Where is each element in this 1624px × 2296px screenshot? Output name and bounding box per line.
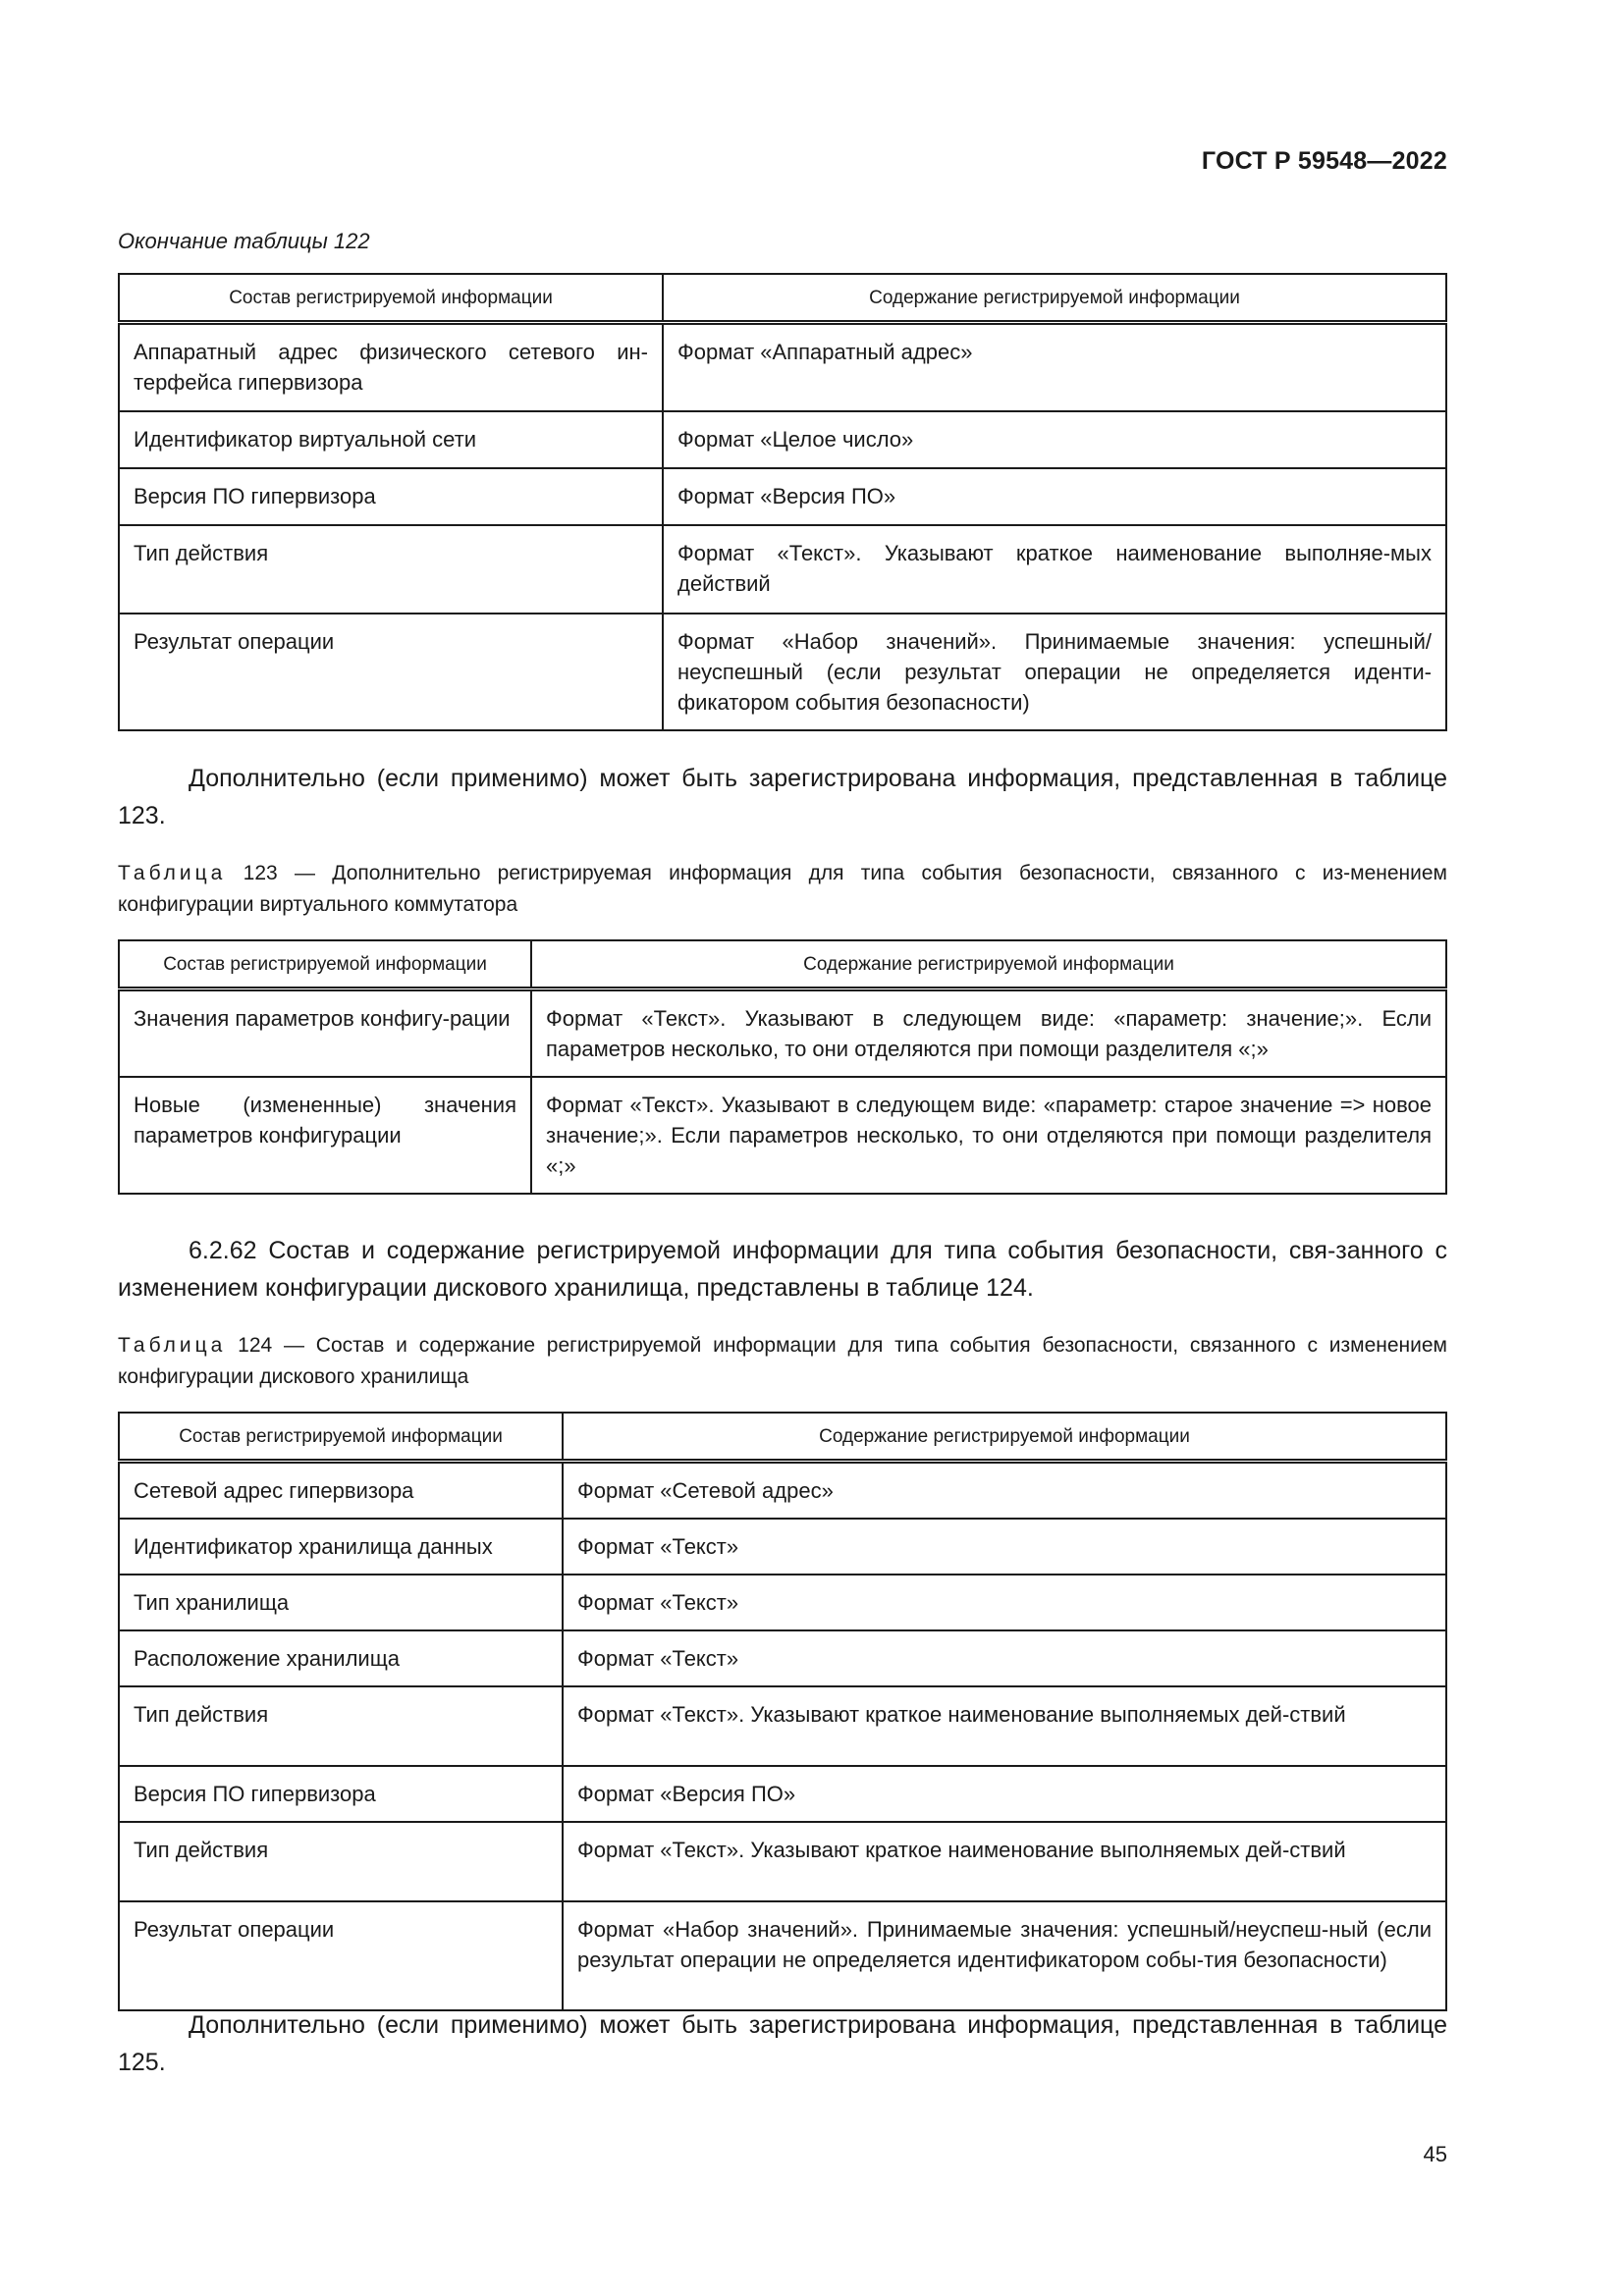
table-label: Таблица: [118, 1334, 227, 1357]
table-row: [119, 525, 1446, 614]
table-cell: Формат «Сетевой адрес»: [563, 1462, 1446, 1520]
table-cell: Формат «Текст»: [563, 1575, 1446, 1630]
column-header: Содержание регистрируемой информации: [531, 940, 1446, 989]
table-cell: Формат «Набор значений». Принимаемые значения: успешный/неуспеш-ный (если результат операции не определяется идентификатором собы-тия безопасности): [563, 1901, 1446, 2010]
table-cell: Значения параметров конфигу-рации: [119, 989, 531, 1078]
table-header-row: [119, 1413, 1446, 1462]
table-cell: Формат «Версия ПО»: [663, 468, 1446, 525]
table-cell: Тип действия: [119, 1686, 563, 1766]
table-row: [119, 323, 1446, 411]
table-cell: Аппаратный адрес физического сетевого ин-терфейса гипервизора: [119, 323, 663, 411]
table-cell: Формат «Аппаратный адрес»: [663, 323, 1446, 411]
table-cell: Формат «Текст». Указывают краткое наименование выполняемых дей-ствий: [563, 1686, 1446, 1766]
page-number: 45: [1423, 2142, 1447, 2166]
table-cell: Версия ПО гипервизора: [119, 468, 663, 525]
table-123: [118, 939, 1447, 1195]
column-header: Содержание регистрируемой информации: [663, 274, 1446, 323]
table-cell: Формат «Целое число»: [663, 411, 1446, 468]
table-cell: Формат «Текст»: [563, 1630, 1446, 1686]
table-cell: Результат операции: [119, 614, 663, 730]
table-cell: Результат операции: [119, 1901, 563, 2010]
table-row: [119, 1822, 1446, 1901]
table-row: [119, 1519, 1446, 1575]
table-cell: Расположение хранилища: [119, 1630, 563, 1686]
table-row: [119, 989, 1446, 1078]
table-cell: Формат «Набор значений». Принимаемые значения: успешный/ неуспешный (если результат операции не определяется иденти-фикатором события безопасности): [663, 614, 1446, 730]
table-header-row: [119, 940, 1446, 989]
table-row: [119, 468, 1446, 525]
table-cell: Тип действия: [119, 1822, 563, 1901]
table-cell: Новые (измененные) значения параметров конфигурации: [119, 1077, 531, 1194]
table-row: [119, 614, 1446, 730]
column-header: Содержание регистрируемой информации: [563, 1413, 1446, 1462]
table-row: [119, 1575, 1446, 1630]
table-124-caption: [118, 1330, 1447, 1393]
table-cell: Сетевой адрес гипервизора: [119, 1462, 563, 1520]
table-124: [118, 1412, 1447, 2011]
table-row: [119, 1462, 1446, 1520]
table-cell: Тип хранилища: [119, 1575, 563, 1630]
table-row: [119, 1686, 1446, 1766]
table-row: [119, 1766, 1446, 1822]
table-row: [119, 1077, 1446, 1194]
document-code: ГОСТ Р 59548—2022: [1201, 147, 1447, 175]
table-caption-text: 124 — Состав и содержание регистрируемой информации для типа события безопасности, связанного с изменением конфигурации дискового хранилища: [118, 1334, 1447, 1388]
table-label: Таблица: [118, 862, 227, 884]
table-header-row: [119, 274, 1446, 323]
table-cell: Формат «Текст». Указывают в следующем виде: «параметр: значение;». Если параметров несколько, то они отделяются при помощи разделителя «;»: [531, 989, 1446, 1078]
table-cell: Тип действия: [119, 525, 663, 614]
table-cell: Идентификатор виртуальной сети: [119, 411, 663, 468]
column-header: Состав регистрируемой информации: [119, 1413, 563, 1462]
table-122: [118, 273, 1447, 731]
table-cell: Версия ПО гипервизора: [119, 1766, 563, 1822]
table-cell: Формат «Текст». Указывают краткое наименование выполняе-мых действий: [663, 525, 1446, 614]
paragraph-6-2-62: 6.2.62 Состав и содержание регистрируемой информации для типа события безопасности, свя-занного с изменением конфигурации дискового хранилища, представлены в таблице 124.: [118, 1237, 1447, 1302]
table-122-continuation-caption: Окончание таблицы 122: [118, 229, 370, 253]
table-caption-text: 123 — Дополнительно регистрируемая информация для типа события безопасности, связанного с из-менением конфигурации виртуального коммутатора: [118, 862, 1447, 916]
table-row: [119, 1630, 1446, 1686]
table-row: [119, 1901, 1446, 2010]
paragraph-additional-125: Дополнительно (если применимо) может быть зарегистрирована информация, представленная в таблице 125.: [118, 2011, 1447, 2076]
table-cell: Формат «Текст». Указывают в следующем виде: «параметр: старое значение => новое значение;». Если параметров несколько, то они отделяются при помощи разделителя «;»: [531, 1077, 1446, 1194]
column-header: Состав регистрируемой информации: [119, 274, 663, 323]
table-cell: Формат «Версия ПО»: [563, 1766, 1446, 1822]
table-row: [119, 411, 1446, 468]
paragraph-additional-123: Дополнительно (если применимо) может быть зарегистрирована информация, представленная в таблице 123.: [118, 765, 1447, 829]
table-cell: Идентификатор хранилища данных: [119, 1519, 563, 1575]
table-cell: Формат «Текст». Указывают краткое наименование выполняемых дей-ствий: [563, 1822, 1446, 1901]
column-header: Состав регистрируемой информации: [119, 940, 531, 989]
table-123-caption: [118, 858, 1447, 921]
table-cell: Формат «Текст»: [563, 1519, 1446, 1575]
